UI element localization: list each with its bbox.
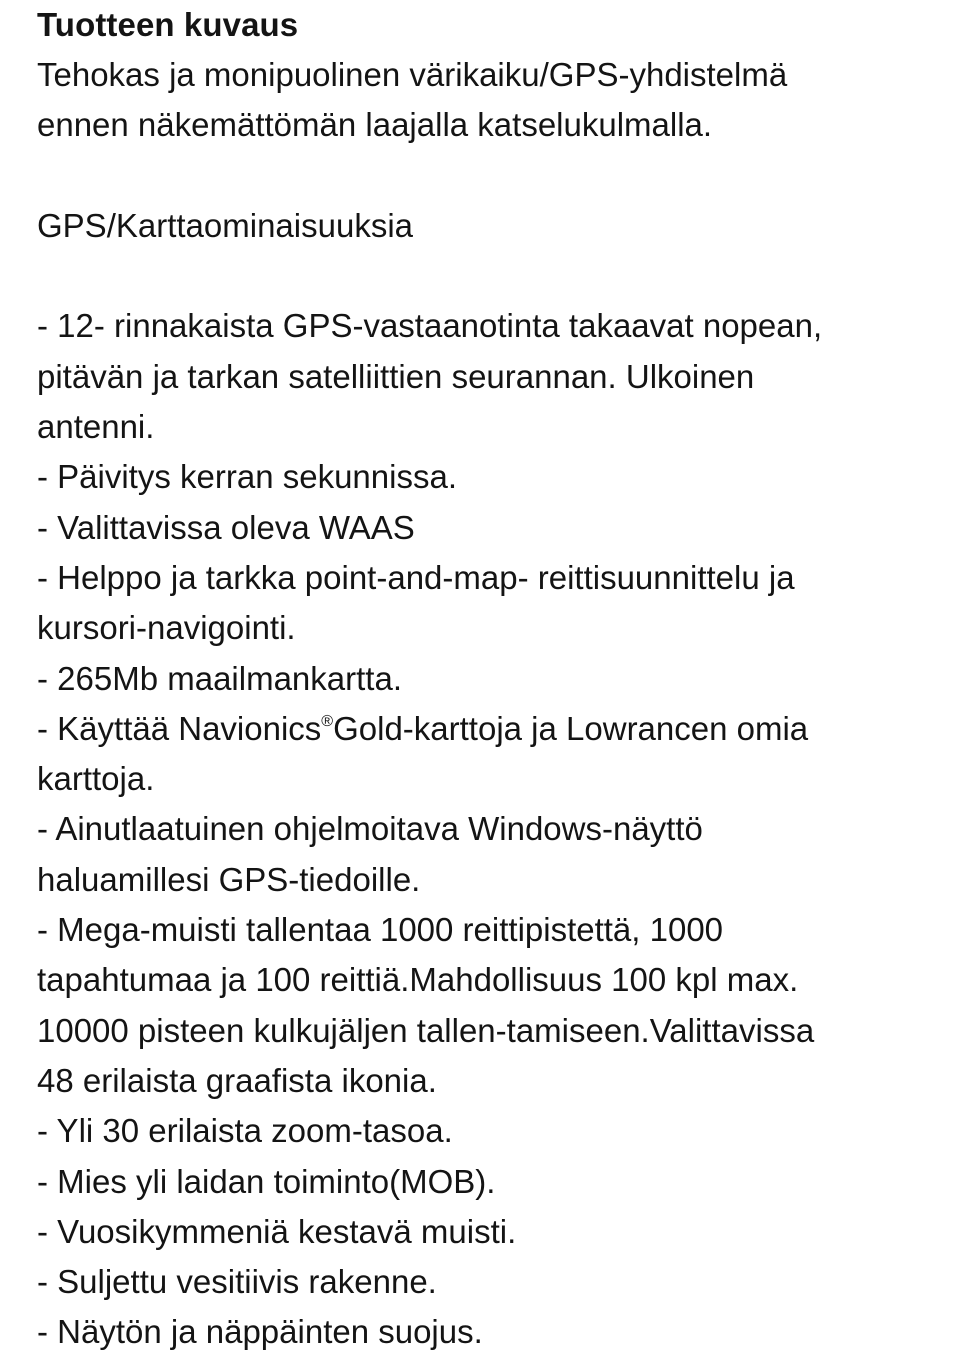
feature-line: tapahtumaa ja 100 reittiä.Mahdollisuus 100 kpl max. — [37, 961, 799, 999]
feature-line: - Vuosikymmeniä kestavä muisti. — [37, 1212, 517, 1250]
feature-line: - Näytön ja näppäinten suojus. — [37, 1313, 483, 1351]
feature-line: - 12- rinnakaista GPS-vastaanotinta takaavat nopean, — [37, 307, 823, 345]
feature-line: 48 erilaista graafista ikonia. — [37, 1061, 437, 1099]
spacer — [37, 251, 937, 301]
features-section-title: GPS/Karttaominaisuuksia — [37, 206, 414, 244]
spacer — [37, 151, 937, 201]
feature-line: kursori-navigointi. — [37, 609, 296, 647]
feature-text: Gold-karttoja ja Lowrancen omia — [333, 709, 809, 747]
feature-line: - Mega-muisti tallentaa 1000 reittipistettä, 1000 — [37, 911, 724, 949]
feature-line: haluamillesi GPS-tiedoille. — [37, 860, 421, 898]
feature-line: 10000 pisteen kulkujäljen tallen-tamiseen.Valittavissa — [37, 1011, 815, 1049]
feature-line: - Ainutlaatuinen ohjelmoitava Windows-näyttö — [37, 810, 703, 848]
feature-line: karttoja. — [37, 760, 155, 798]
feature-line: - 265Mb maailmankartta. — [37, 659, 402, 697]
intro-line: Tehokas ja monipuolinen värikaiku/GPS-yhdistelmä — [37, 56, 788, 93]
feature-line: - Päivitys kerran sekunnissa. — [37, 458, 457, 496]
feature-line: - Yli 30 erilaista zoom-tasoa. — [37, 1112, 453, 1150]
intro-line: ennen näkemättömän laajalla katselukulmalla. — [37, 106, 713, 144]
feature-line: antenni. — [37, 408, 155, 446]
feature-line — [37, 704, 937, 754]
feature-line: - Mies yli laidan toiminto(MOB). — [37, 1162, 496, 1200]
feature-line: - Helppo ja tarkka point-and-map- reittisuunnittelu ja — [37, 558, 795, 596]
product-description — [37, 0, 937, 1358]
feature-line: - Valittavissa oleva WAAS — [37, 508, 415, 546]
registered-mark: ® — [321, 712, 334, 730]
section-heading: Tuotteen kuvaus — [37, 6, 299, 43]
feature-line: pitävän ja tarkan satelliittien seurannan. Ulkoinen — [37, 357, 755, 395]
feature-line: - Suljettu vesitiivis rakenne. — [37, 1263, 437, 1301]
feature-text: - Käyttää Navionics — [37, 709, 322, 747]
